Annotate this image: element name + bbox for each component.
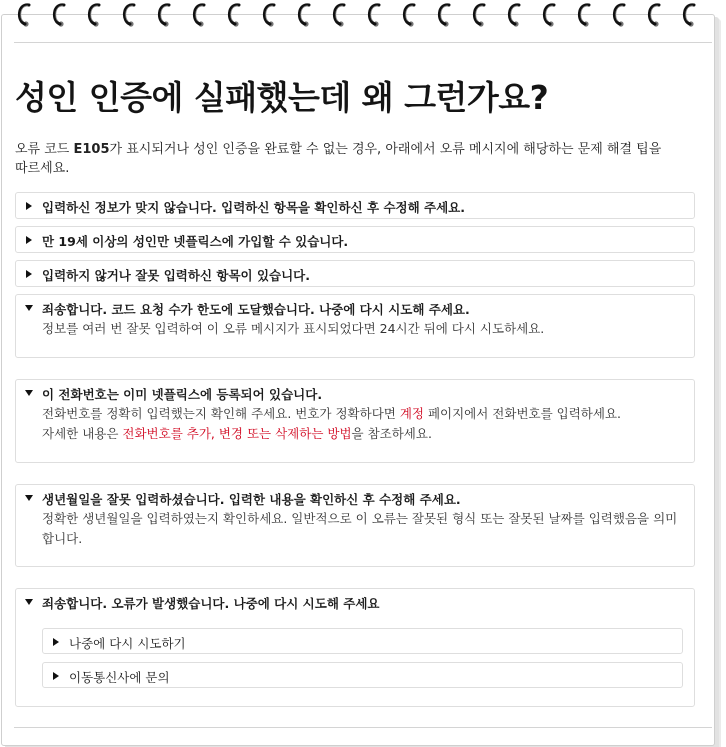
accordion-title: 생년월일을 잘못 입력하셨습니다. 입력한 내용을 확인하신 후 수정해 주세요. (42, 492, 461, 507)
sub-accordion-contact-carrier[interactable] (42, 662, 683, 688)
accordion-info-mismatch[interactable] (15, 192, 695, 219)
accordion-header[interactable] (16, 380, 694, 406)
binding-ring (684, 5, 694, 27)
body-text: 페이지에서 전화번호를 입력하세요. (423, 406, 622, 421)
page-title: 성인 인증에 실패했는데 왜 그런가요? (15, 78, 549, 117)
body-text: 전화번호를 정확히 입력했는지 확인해 주세요. 번호가 정확하다면 (42, 406, 400, 421)
binding-ring (509, 5, 519, 27)
account-link[interactable]: 계정 (399, 406, 424, 421)
triangle-right-icon (53, 638, 59, 646)
binding-ring (264, 5, 274, 27)
accordion-birthdate[interactable] (15, 484, 695, 567)
triangle-right-icon (26, 202, 32, 210)
sub-accordion-title: 나중에 다시 시도하기 (69, 636, 186, 651)
accordion-title: 입력하지 않거나 잘못 입력하신 항목이 있습니다. (42, 268, 311, 283)
accordion-missing-fields[interactable] (15, 260, 695, 287)
accordion-title: 죄송합니다. 오류가 발생했습니다. 나중에 다시 시도해 주세요 (42, 596, 380, 611)
title-divider (14, 42, 712, 43)
accordion-age-requirement[interactable] (15, 226, 695, 253)
binding-ring (649, 5, 659, 27)
accordion-body (42, 319, 682, 339)
binding-ring (404, 5, 414, 27)
accordion-header[interactable] (16, 193, 694, 219)
accordion-error-occurred[interactable] (15, 588, 695, 707)
spiral-binding (0, 0, 726, 32)
binding-ring (579, 5, 589, 27)
accordion-header[interactable] (16, 261, 694, 287)
phone-help-link[interactable]: 전화번호를 추가, 변경 또는 삭제하는 방법 (122, 426, 352, 441)
binding-ring (369, 5, 379, 27)
accordion-title: 입력하신 정보가 맞지 않습니다. 입력하신 항목을 확인하신 후 수정해 주세요. (42, 200, 465, 215)
triangle-right-icon (26, 270, 32, 278)
intro-text-after: 가 표시되거나 성인 인증을 완료할 수 없는 경우, 아래에서 오류 메시지에 해당하는 문제 해결 팁을 따르세요. (15, 142, 662, 176)
sub-accordion-retry-later[interactable] (42, 628, 683, 654)
accordion-title: 만 19세 이상의 성인만 넷플릭스에 가입할 수 있습니다. (42, 234, 349, 249)
accordion-code-limit[interactable] (15, 294, 695, 358)
accordion-body (42, 404, 682, 444)
bottom-divider (14, 727, 712, 728)
binding-ring (299, 5, 309, 27)
binding-ring (544, 5, 554, 27)
triangle-down-icon (25, 390, 33, 396)
accordion-body-line (42, 424, 682, 444)
binding-ring (159, 5, 169, 27)
accordion-body (42, 509, 682, 549)
accordion-header[interactable] (16, 589, 694, 615)
binding-ring (89, 5, 99, 27)
binding-ring (474, 5, 484, 27)
binding-ring (334, 5, 344, 27)
accordion-title: 죄송합니다. 코드 요청 수가 한도에 도달했습니다. 나중에 다시 시도해 주세요. (42, 302, 470, 317)
triangle-right-icon (53, 672, 59, 680)
binding-ring (124, 5, 134, 27)
triangle-down-icon (25, 495, 33, 501)
accordion-body-text: 정보를 여러 번 잘못 입력하여 이 오류 메시지가 표시되었다면 24시간 뒤에 다시 시도하세요. (42, 321, 545, 336)
binding-ring (19, 5, 29, 27)
intro-text (15, 140, 665, 178)
triangle-down-icon (25, 599, 33, 605)
binding-ring (439, 5, 449, 27)
accordion-body-text: 정확한 생년월일을 입력하였는지 확인하세요. 일반적으로 이 오류는 잘못된 형식 또는 잘못된 날짜를 입력했음을 의미합니다. (42, 511, 678, 546)
accordion-header[interactable] (16, 295, 694, 321)
intro-text-before: 오류 코드 (15, 142, 74, 157)
body-text: 을 참조하세요. (351, 426, 432, 441)
accordion-phone-registered[interactable] (15, 379, 695, 463)
binding-ring (194, 5, 204, 27)
accordion-body-line (42, 404, 682, 424)
binding-ring (229, 5, 239, 27)
accordion-header[interactable] (16, 485, 694, 511)
body-text: 자세한 내용은 (42, 426, 123, 441)
accordion-header[interactable] (16, 227, 694, 253)
triangle-down-icon (25, 305, 33, 311)
sub-accordion-title: 이동통신사에 문의 (69, 670, 170, 685)
triangle-right-icon (26, 236, 32, 244)
binding-ring (614, 5, 624, 27)
binding-ring (54, 5, 64, 27)
error-code: E105 (73, 142, 110, 157)
accordion-title: 이 전화번호는 이미 넷플릭스에 등록되어 있습니다. (42, 387, 323, 402)
